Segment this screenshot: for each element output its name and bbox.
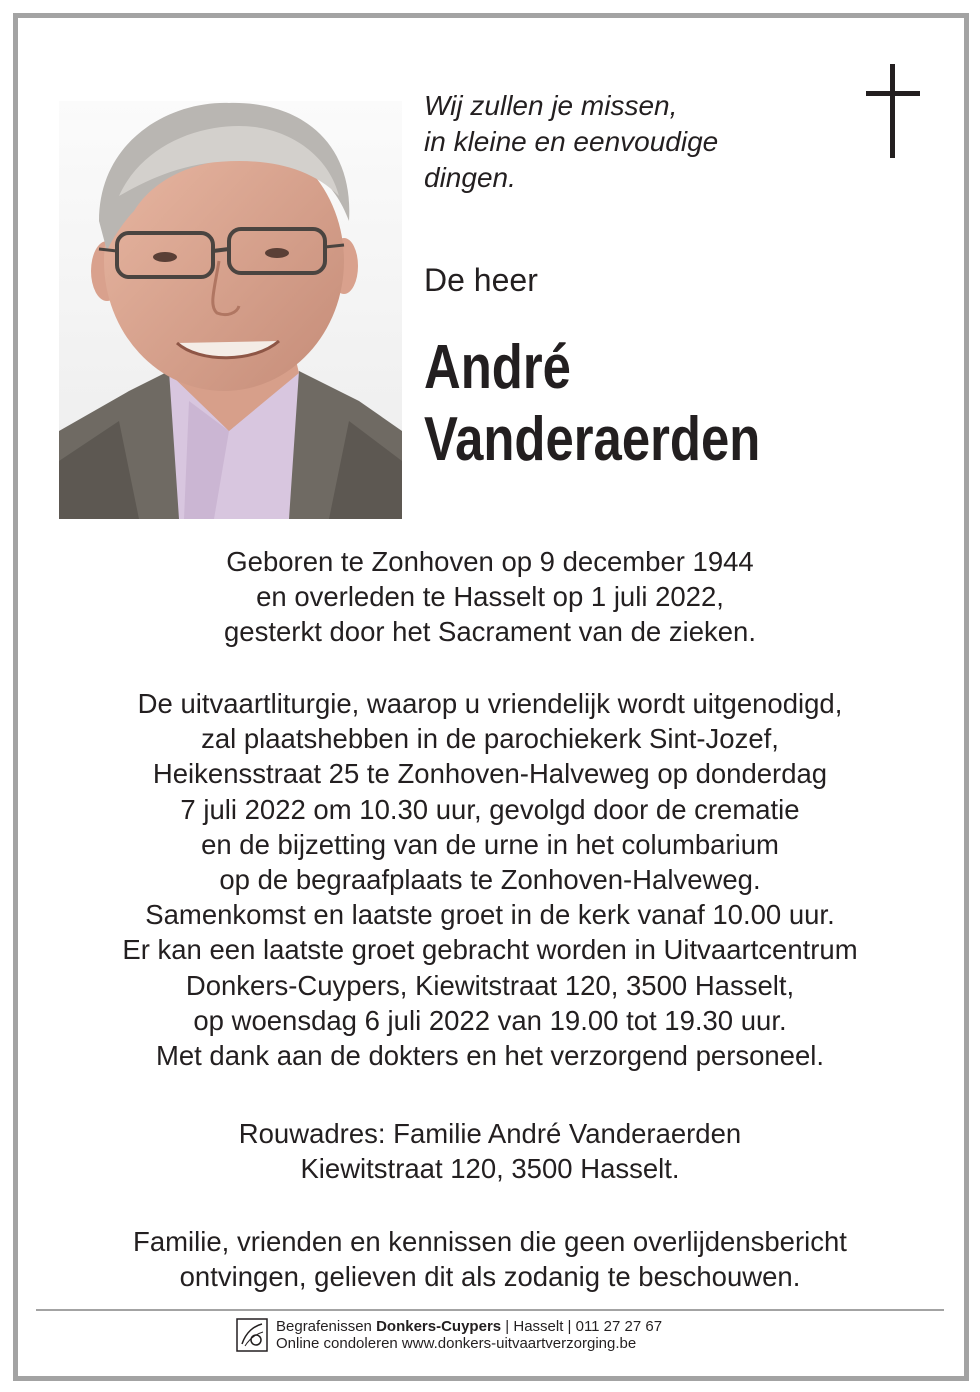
text-line: en overleden te Hasselt op 1 juli 2022,: [256, 581, 724, 613]
quote-line: in kleine en eenvoudige: [424, 126, 719, 157]
honorific: De heer: [424, 262, 538, 298]
cross-icon: [862, 60, 924, 160]
company-name: Donkers-Cuypers: [376, 1318, 502, 1335]
funeral-home-logo-icon: [236, 1318, 268, 1352]
text-line: Geboren te Zonhoven op 9 december 1944: [226, 546, 754, 577]
deceased-name: [424, 332, 760, 476]
footer-line-1: Begrafenissen Donkers-Cuypers | Hasselt | 011 27 27 67: [276, 1318, 663, 1335]
birth-death-paragraph: [36, 544, 944, 650]
text-line: Samenkomst en laatste groet in de kerk vanaf 10.00 uur.: [145, 899, 835, 931]
text-line: zal plaatshebben in de parochiekerk Sint-Jozef,: [201, 723, 779, 755]
funeral-paragraph: [36, 686, 944, 1073]
last-name: Vanderaerden: [424, 405, 761, 474]
text-line: 7 juli 2022 om 10.30 uur, gevolgd door de crematie: [180, 793, 800, 825]
text-line: Heikensstraat 25 te Zonhoven-Halveweg op donderdag: [152, 758, 828, 790]
quote-line: Wij zullen je missen,: [424, 90, 678, 121]
footer-divider: [36, 1309, 944, 1311]
portrait-photo: [59, 101, 402, 519]
mourning-address: [36, 1116, 944, 1186]
memorial-quote: [424, 88, 718, 196]
text-line: op de begraafplaats te Zonhoven-Halveweg.: [219, 864, 761, 896]
notice-paragraph: [36, 1224, 944, 1294]
text-line: gesterkt door het Sacrament van de zieken.: [224, 616, 756, 648]
text-line: Rouwadres: Familie André Vanderaerden: [238, 1118, 742, 1149]
footer-line-2: Online condoleren www.donkers-uitvaartverzorging.be: [276, 1335, 637, 1352]
text-line: en de bijzetting van de urne in het columbarium: [201, 828, 779, 860]
text-line: Er kan een laatste groet gebracht worden in Uitvaartcentrum: [122, 934, 858, 966]
footer-text: [276, 1318, 662, 1352]
first-name: André: [424, 333, 571, 402]
text-line: ontvingen, gelieven dit als zodanig te beschouwen.: [179, 1261, 801, 1293]
text-line: Familie, vrienden en kennissen die geen overlijdensbericht: [133, 1226, 847, 1257]
text-line: Donkers-Cuypers, Kiewitstraat 120, 3500 Hasselt,: [185, 969, 795, 1001]
text-line: op woensdag 6 juli 2022 van 19.00 tot 19.30 uur.: [193, 1004, 787, 1036]
text-line: Met dank aan de dokters en het verzorgend personeel.: [155, 1040, 825, 1072]
text-line: Kiewitstraat 120, 3500 Hasselt.: [300, 1153, 680, 1185]
quote-line: dingen.: [424, 162, 516, 193]
text-line: De uitvaartliturgie, waarop u vriendelijk wordt uitgenodigd,: [137, 688, 843, 719]
footer: [236, 1318, 662, 1352]
